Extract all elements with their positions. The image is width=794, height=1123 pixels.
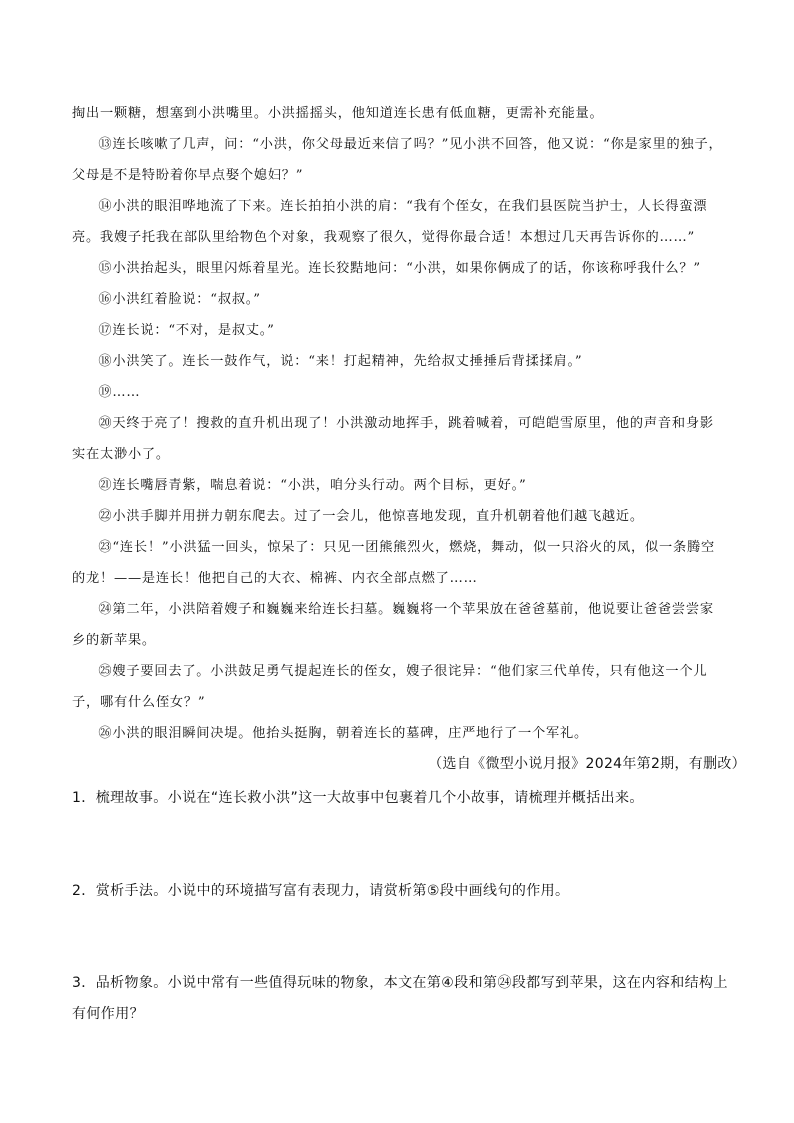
source-citation: （选自《微型小说月报》2024年第2期，有删改） <box>428 756 746 772</box>
paragraph-22: ㉒小洪手脚并用拼力朝东爬去。过了一会儿，他惊喜地发现，直升机朝着他们越飞越近。 <box>98 509 644 524</box>
paragraph-21: ㉑连长嘴唇青紫，喘息着说：“小洪，咱分头行动。两个目标，更好。” <box>98 478 527 493</box>
question-1: 1．梳理故事。小说在“连长救小洪”这一大故事中包裹着几个小故事，请梳理并概括出来。 <box>72 790 644 806</box>
paragraph-16: ⑯小洪红着脸说：“叔叔。” <box>98 292 261 307</box>
paragraph-19: ⑲…… <box>98 385 141 400</box>
paragraph-24: ㉔第二年，小洪陪着嫂子和巍巍来给连长扫墓。巍巍将一个苹果放在爸爸墓前，他说要让爸爸尝尝家乡的新苹果。 <box>72 602 714 648</box>
paragraph-14: ⑭小洪的眼泪哗地流了下来。连长拍拍小洪的肩：“我有个侄女，在我们县医院当护士，人长得蛮漂亮。我嫂子托我在部队里给物色个对象，我观察了很久，觉得你最合适！本想过几天再告诉你的……” <box>72 199 708 245</box>
paragraph-18: ⑱小洪笑了。连长一鼓作气，说：“来！打起精神，先给叔丈捶捶后背揉揉肩。” <box>98 354 583 369</box>
question-2: 2．赏析手法。小说中的环境描写富有表现力，请赏析第⑤段中画线句的作用。 <box>72 883 570 899</box>
paragraph-20: ⑳天终于亮了！搜救的直升机出现了！小洪激动地挥手，跳着喊着，可皑皑雪原里，他的声音和身影实在太渺小了。 <box>72 416 714 462</box>
paragraph-15: ⑮小洪抬起头，眼里闪烁着星光。连长狡黠地问：“小洪，如果你俩成了的话，你该称呼我什么？” <box>98 261 701 276</box>
paragraph-13: ⑬连长咳嗽了几声，问：“小洪，你父母最近来信了吗？”见小洪不回答，他又说：“你是家里的独子，父母是不是特盼着你早点娶个媳妇？” <box>72 137 723 183</box>
question-3: 3．品析物象。小说中常有一些值得玩味的物象，本文在第④段和第㉔段都写到苹果，这在内容和结构上有何作用？ <box>72 975 728 1022</box>
paragraph-26: ㉖小洪的眼泪瞬间决堤。他抬头挺胸，朝着连长的墓碑，庄严地行了一个军礼。 <box>98 726 588 741</box>
paragraph-17: ⑰连长说：“不对，是叔丈。” <box>98 323 275 338</box>
paragraph-23: ㉓“连长！”小洪猛一回头，惊呆了：只见一团熊熊烈火，燃烧，舞动，似一只浴火的凤，似一条腾空的龙！——是连长！他把自己的大衣、棉裤、内衣全部点燃了…… <box>72 540 715 586</box>
paragraph-continued: 掏出一颗糖，想塞到小洪嘴里。小洪摇摇头，他知道连长患有低血糖，更需补充能量。 <box>72 106 604 121</box>
paragraph-25: ㉕嫂子要回去了。小洪鼓足勇气提起连长的侄女，嫂子很诧异：“他们家三代单传，只有他这一个儿子，哪有什么侄女？” <box>72 664 708 710</box>
